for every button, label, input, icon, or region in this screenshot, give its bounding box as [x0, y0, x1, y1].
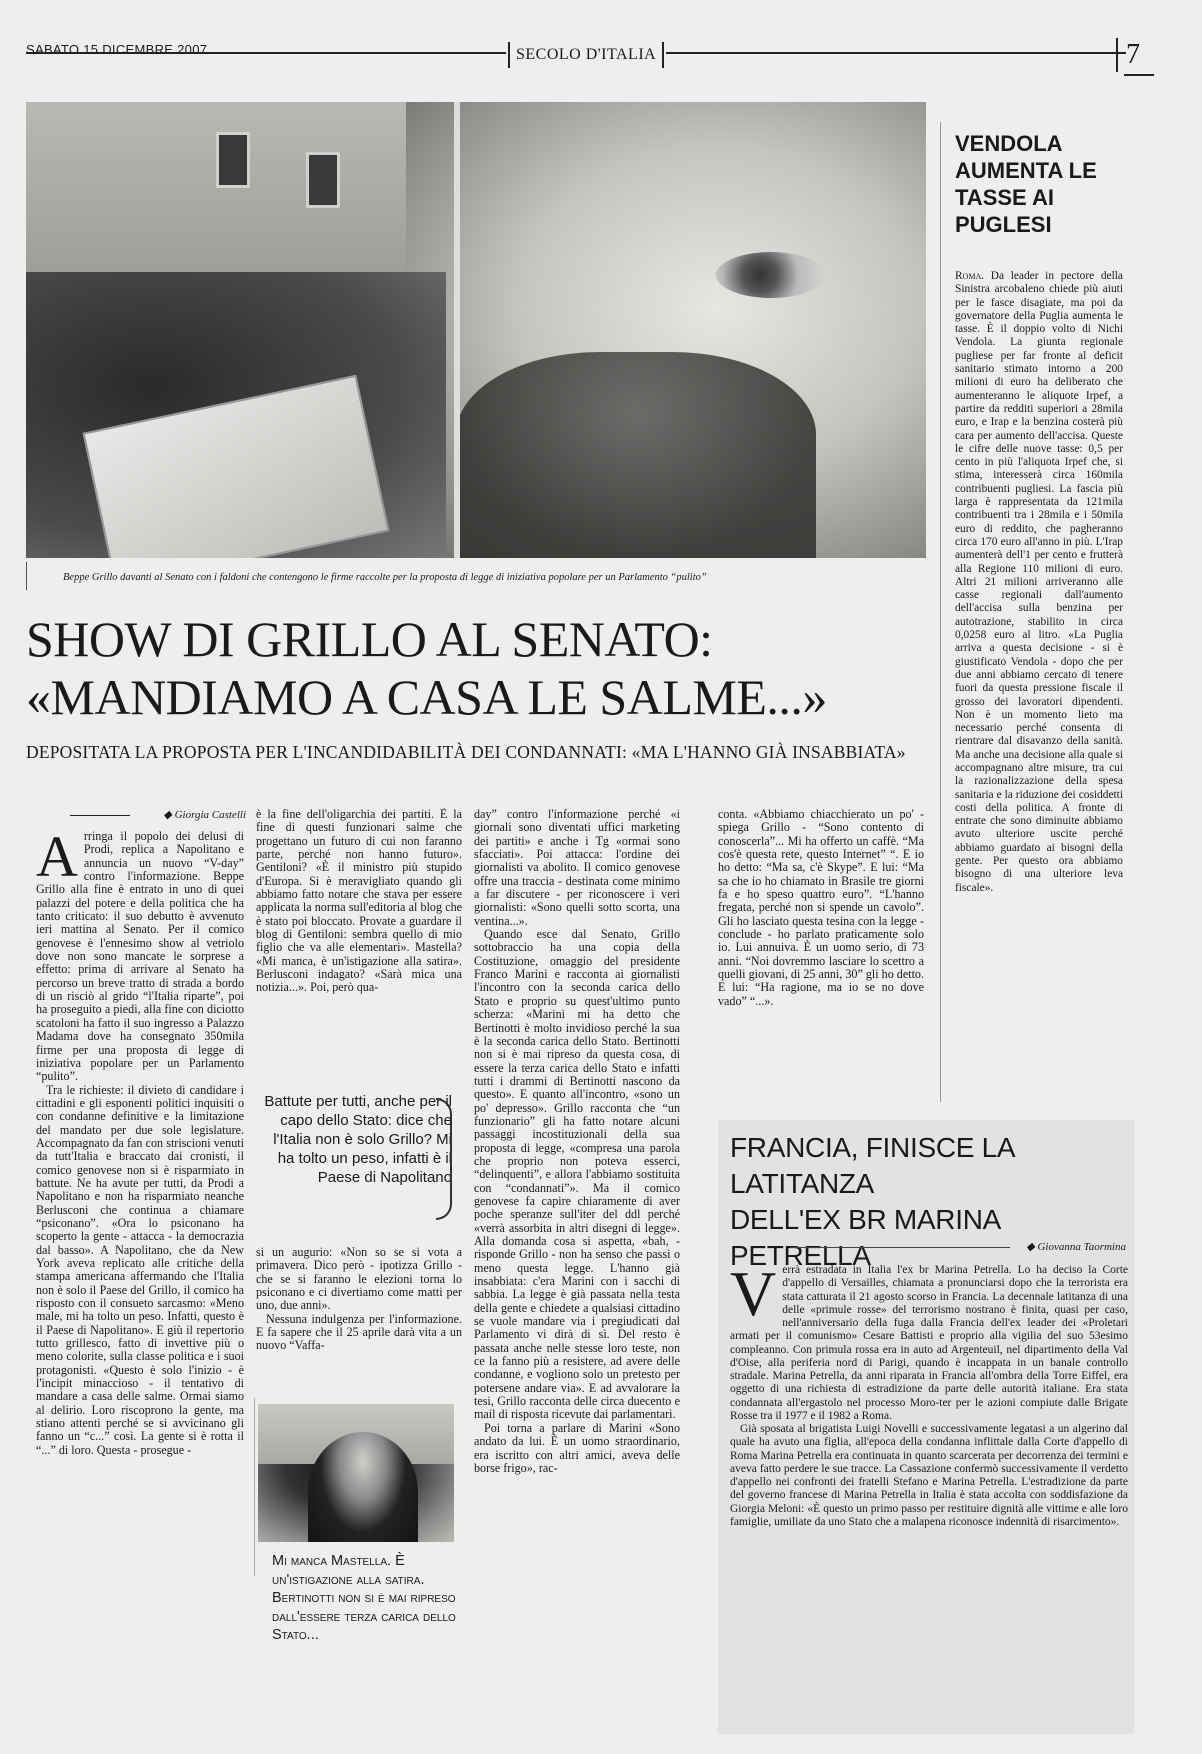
- masthead-rule-left: [26, 52, 506, 54]
- article-paragraph: Tra le richieste: il divieto di candidare i cittadini e gli esponenti politici inquisiti o con condanne definitive e la limitazione del mandato per due sole legislature. Accompagnato da fan con striscioni venuti da tutt'Italia e braccato dai cronisti, il comico genovese non si è risparmiato in battute. Ne ha avute per tutti, da Prodi a Napolitano e non ha risparmiato neanche Berlusconi che continua a chiamare “psiconano”. «Ora lo psiconano ha scoperto la gente - attacca - la democrazia dal basso». A Napolitano, che da New York aveva replicato alle critiche della stampa americana affermando che l'Italia non è solo il Paese del Grillo, il comico ha risposto con il consueto sarcasmo: «Meno male, mi ha tolto un peso. Infatti, questo è il Paese di Napolitano». E giù il repertorio tutto grillesco, fatto di invettive più o meno colorite, sulla classe politica e i suoi protagonisti. «Questo è solo l'inizio - è l'incipit minaccioso - il tentativo di mandare a casa delle salme. Ormai siamo al delirio. Loro riscoprono la gente, ma stiano attenti perché se si avvicinano gli fanno un “c...” così. La gente si è rotta il “...” di loro. Questa - prosegue -: [36, 1082, 244, 1457]
- article-paragraph: conta. «Abbiamo chiacchierato un po' - spiega Grillo - “Sono contento di conoscerla”... Mi ha offerto un caffè. “Ma cos'è questa rete, questo Internet” “. E io ho detto: “Ma sa, c'è Skype”. E lui: “Ma sa che io ho chiamato in Brasile tre giorni fa e ho speso quattro euro”. “L'hanno fregata, perché non si spende un cavolo”. Gli ho lasciato questa tesina con la legge - conclude - ho parlato praticamente solo io. Lui annuiva. È un uomo serio, di 73 anni. “Noi dovremmo lasciare lo scettro a quelli giovani, di 25 anni, 30” gli ho detto. E lui: “Ha ragione, ma io se no dove vado” “...».: [718, 808, 924, 1008]
- photo-window: [216, 132, 250, 188]
- article-paragraph: si un augurio: «Non so se si vota a primavera. Dico però - ipotizza Grillo - che se si faranno le elezioni torna lo psiconano e ci divertiamo come matti per uno, due anni».: [256, 1246, 462, 1313]
- headline-line-2: «MANDIAMO A CASA LE SALME...»: [26, 669, 827, 725]
- page-number-rule: [1124, 74, 1154, 76]
- article-column-2-top: [256, 808, 462, 1076]
- francia-article: [718, 1120, 1134, 1734]
- headline: [26, 610, 936, 726]
- francia-headline-line-2: DELL'EX BR MARINA PETRELLA: [730, 1204, 1000, 1271]
- article-text: errà estradata in Italia l'ex br Marina Petrella. Lo ha deciso la Corte d'appello di Versailles, chiamata a pronunciarsi dopo che la terrorista era stata catturata il 21 agosto scorso in Francia. La decennale latitanza di una delle «primule rosse» del terrorismo nostrano è finita, quasi per caso, nell'anniversario della fuga dalla Francia dell'ex leader dei «Proletari armati per il comunismo» Cesare Battisti e proprio alla vigilia del suo 53esimo compleanno. Con primula rossa era in auto ad Argenteuil, nel dipartimento della Val d'Oise, alla periferia nord di Parigi, quando è incappata in un banale controllo stradale. Marina Petrella, da anni riparata in Francia all'ombra della Torre Eiffel, era oggetto di una richiesta di estradizione da parte delle autorità italiane. Era stata condannata all'ergastolo nel processo Moro-ter per le azioni compiute dalle Brigate Rosse tra il 1977 e il 1982 a Roma.: [730, 1264, 1128, 1422]
- sidebar-body: [955, 270, 1123, 1100]
- sidebar-text: Da leader in pectore della Sinistra arcobaleno chiede più aiuti per le fasce disagiate, ma poi da governatore della Puglia aumenta le tasse. È il doppio volto di Nichi Vendola. La giunta regionale pugliese per far fronte al deficit sanitario stimato intorno a 200 milioni di euro ha deliberato che aumenteranno le aliquote Irpef, a partire da redditi superiori a 28mila euro, e Irap e la benzina costerà più cara per aumento dell'accisa. Queste le cifre delle nuove tasse: 0,5 per cento in più l'aliquota Irpef che, si stima, interesserà circa 160mila contribuenti pugliesi. La fascia più larga è rappresentata da 121mila contribuenti tra i 28mila e i 50mila euro di reddito, che pagheranno circa 170 euro all'anno in più. L'Irap aumenterà dell'1 per cento e frutterà alla Regione 110 milioni di euro. Altri 21 milioni arriveranno alle casse regionali dall'aumento dell'accisa sulla benzina per autotrazione, stabilito in circa 0,0258 euro al litro. «La Puglia arriva a questa decisione - si è giustificato Vendola - dopo che per due anni abbiamo cercato di tenere fuori da questa pressione fiscale il grosso dei lavoratori dipendenti. Non è un momento lieto ma necessario perché consenta di rientrare dal disavanzo della sanità. Ma anche una decisione alla quale si accompagnano altre misure, tra cui la razionalizzazione della spesa sanitaria e la riduzione dei cosiddetti costi della politica. A fronte di entrate che sono diminuite abbiamo avuto ulteriore uscite perché abbiamo guardato ai bisogni della gente. Per questo ora abbiamo bisogno di una ulteriore leva fiscale».: [955, 270, 1123, 894]
- article-paragraph: [36, 830, 244, 1084]
- sidebar-headline: VENDOLA AUMENTA LE TASSE AI PUGLESI: [955, 131, 1097, 237]
- photo-caption: Beppe Grillo davanti al Senato con i faldoni che contengono le firme raccolte per la proposta di legge di iniziativa popolare per un Parlamento “pulito”: [26, 562, 926, 590]
- masthead-rule-right: [666, 52, 1126, 54]
- newspaper-name: SECOLO D'ITALIA: [508, 42, 664, 68]
- page-number: 7: [1116, 38, 1140, 72]
- main-photo: [26, 102, 926, 558]
- article-column-3: [474, 808, 680, 1745]
- article-paragraph: Già sposata al brigatista Luigi Novelli e successivamente legatasi a un algerino dal quale ha avuto una figlia, all'epoca della condanna inflittale dalla Corte d'appello di Roma Marina Petrella era continuata in quanto scarcerata per decorrenza dei termini e aveva fatto perdere le sue tracce. La Cassazione confermò successivamente il verdetto d'appello nei confronti dei fratelli Stefano e Marina Petrella. L'estradizione da parte del governo francese di Marina Petrella in Italia è stata accolta con soddisfazione da Giorgia Meloni: «È questo un primo passo per restituire dignità alle vittime e alle loro famiglie, umiliate da uno Stato che a malapena riconosce indennità di risarcimento».: [730, 1423, 1128, 1528]
- francia-byline: [730, 1240, 1126, 1253]
- sidebar-dateline: Roma.: [955, 270, 985, 282]
- francia-headline-line-1: FRANCIA, FINISCE LA LATITANZA: [730, 1132, 1014, 1199]
- subheadline: DEPOSITATA LA PROPOSTA PER L'INCANDIDABILITÀ DEI CONDANNATI: «MA L'HANNO GIÀ INSABBIATA»: [26, 742, 906, 762]
- article-paragraph: Quando esce dal Senato, Grillo sottobraccio ha una copia della Costituzione, omaggio del presidente Franco Marini e racconta ai giornalisti l'incontro con la seconda carica dello Stato e proprio su quest'ultimo punto scherza: «Marini mi ha detto che Bertinotti è molto invidioso perché la sua è la seconda carica dello Stato. Bertinotti non si è mai ripreso da questa cosa, di essere la terza carica dello Stato e infatti tutti i drammi di Bertinotti nascono da questo». E quanto all'incontro, «sono un po' depresso». Grillo racconta che “un funzionario” gli ha fatto notare alcuni passaggi incostituzionali della sua proposta di legge, «compresa una parola che proprio non poteva esserci, “delinquenti”, e allora l'abbiamo sostituita con “condannati”». Ma il comico genovese fa capire chiaramente di aver poche speranze sull'iter del ddl perché «verrà assorbita in altri disegni di legge». Alla domanda cosa si aspetta, «bah, - risponde Grillo - non ha senso che passi o meno questa legge. L'hanno già insabbiata: c'era Marini con i sacchi di sabbia. La legge è già passata nella testa della gente e chiedete a qualsiasi cittadino se vuole mandare via i pregiudicati dal Parlamento vi dirà di sì. Del resto è passata anche nelle stesse loro teste, non ce la fanno più a resistere, ad avere delle condanne, e vogliono solo un pretesto per potersene andare via». E ad avvalorare la tesi, Grillo racconta delle circa duecento e mail di risposta ricevute dai parlamentari.: [474, 927, 680, 1422]
- article-paragraph: Poi torna a parlare di Marini «Sono andato da lui. È un uomo straordinario, era iscritto con altri amici, aveva delle borse frigo», rac-: [474, 1420, 680, 1475]
- photo-banner-pole: [454, 102, 460, 558]
- byline-rule: [790, 1247, 1010, 1248]
- article-column-2-bottom: [256, 1246, 462, 1394]
- article-column-1: [36, 830, 244, 1745]
- byline-rule: [70, 815, 130, 816]
- francia-body: [730, 1264, 1128, 1730]
- byline: [36, 808, 246, 821]
- article-paragraph: Nessuna indulgenza per l'informazione. E fa sapere che il 25 aprile darà vita a un nuovo “Vaffa-: [256, 1311, 462, 1353]
- pull-quote-brace: [436, 1098, 452, 1220]
- issue-date: SABATO 15 DICEMBRE 2007: [26, 42, 208, 57]
- pull-quote: Battute per tutti, anche per il capo dello Stato: dice che l'Italia non è solo Grillo? Mi ha tolto un peso, infatti è il Paese di Napolitano: [264, 1093, 452, 1186]
- inset-photo: [258, 1404, 454, 1542]
- article-paragraph: day” contro l'informazione perché «i giornali sono diventati uffici marketing dei partiti» e anche i Tg «ormai sono sfacciati». Poi attacca: l'ordine dei giornalisti va abolito. Il comico genovese offre una traccia - destinata come minimo a far discutere - per riconoscere i veri giornalisti: «Sono quelli sotto scorta, una ventina...».: [474, 808, 680, 928]
- photo-beard: [456, 352, 816, 558]
- masthead: [26, 38, 1154, 78]
- photo-eye: [716, 252, 826, 298]
- inset-caption: Mi manca Mastella. È un'istigazione alla satira. Bertinotti non si è mai ripreso dall'essere terza carica dello Stato...: [272, 1553, 456, 1643]
- byline-author: Giorgia Castelli: [174, 809, 246, 821]
- article-paragraph: è la fine dell'oligarchia dei partiti. È la fine di questi funzionari salme che progettano un futuro di cui non faranno parte, perché non hanno futuro». Gentiloni? «È il ministro più stupido d'Europa. Si è meravigliato quando gli abbiamo fatto notare che stava per essere applicata la norma sull'editoria al blog che è stato poi bloccato. Provate a guardare il blog di Gentiloni: sembra quello di mio figlio che va alle elementari». Mastella? «Mi manca, è un'istigazione alla satira». Berlusconi indagato? «Sarà mica una notizia...». Poi, però qua-: [256, 808, 462, 995]
- byline-diamond-icon: ◆: [163, 809, 175, 821]
- francia-author: Giovanna Taormina: [1037, 1241, 1126, 1253]
- headline-line-1: SHOW DI GRILLO AL SENATO:: [26, 611, 713, 667]
- article-column-4: [718, 808, 924, 1104]
- article-text: rringa il popolo dei delusi di Prodi, replica a Napolitano e annuncia un nuovo “V-day” contro l'informazione. Beppe Grillo alla fine è entrato in uno di quei palazzi del potere e della politica che ha tanto criticato: il suo debutto è avvenuto ieri mattina al Senato. Per il comico genovese è l'ennesimo show al vetriolo dove non sono mancate le sorprese a effetto: prima di arrivare al Senato ha percorso un breve tratto di strada a bordo di un risciò al grido “l'Italia riparte”, poi ha proseguito a piedi, alla fine con diciotto scatoloni ha fatto il suo ingresso a Palazzo Madama dove ha consegnato 350mila firme per una proposta di legge di iniziativa popolare per un Parlamento “pulito”.: [36, 830, 244, 1084]
- byline-diamond-icon: ◆: [1026, 1241, 1038, 1253]
- dropcap: V: [730, 1264, 777, 1329]
- dropcap: A: [36, 830, 78, 889]
- photo-building: [26, 102, 456, 282]
- photo-window: [306, 152, 340, 208]
- article-paragraph: [730, 1264, 1128, 1423]
- inset-photo-person: [308, 1432, 418, 1542]
- sidebar-article: [940, 122, 1126, 1102]
